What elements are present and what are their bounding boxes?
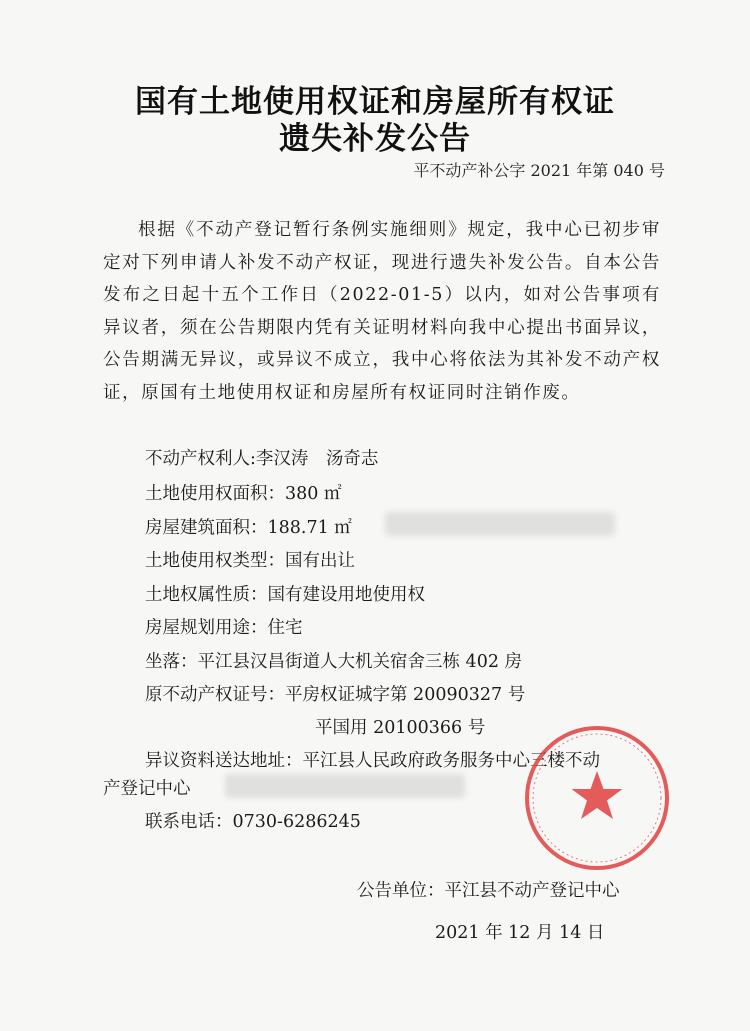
title-line-2: 遗失补发公告	[279, 121, 471, 157]
field-original-cert-2: 平国用 20100366 号	[315, 718, 486, 738]
date: 2021 年 12 月 14 日	[435, 923, 605, 943]
document-number: 平不动产补公字 2021 年第 040 号	[413, 161, 665, 180]
field-land-area: 土地使用权面积：380 ㎡	[145, 484, 342, 504]
field-land-nature: 土地权属性质：国有建设用地使用权	[145, 585, 425, 605]
redacted-address	[225, 774, 465, 798]
field-objection-address-1: 异议资料送达地址：平江县人民政府政务服务中心三楼不动	[145, 751, 600, 771]
official-seal	[522, 723, 672, 873]
field-land-type: 土地使用权类型：国有出让	[145, 551, 355, 571]
field-location: 坐落：平江县汉昌街道人大机关宿舍三栋 402 房	[145, 652, 523, 672]
title-line-1: 国有土地使用权证和房屋所有权证	[135, 84, 615, 120]
field-owner: 不动产权利人:李汉涛 汤奇志	[145, 449, 379, 469]
redacted-area	[385, 512, 615, 536]
field-objection-address-2: 产登记中心	[103, 779, 191, 799]
field-phone: 联系电话：0730-6286245	[145, 812, 361, 832]
signer: 公告单位：平江县不动产登记中心	[357, 881, 620, 901]
field-building-area: 房屋建筑面积：188.71 ㎡	[145, 518, 352, 538]
field-original-cert: 原不动产权证号：平房权证城字第 20090327 号	[145, 685, 526, 705]
body-paragraph: 根据《不动产登记暂行条例实施细则》规定，我中心已初步审定对下列申请人补发不动产权证，现进行遗失补发公告。自本公告发布之日起十五个工作日（2022-01-5）以内，如对公告事项有异议者，须在公告期限内凭有关证明材料向我中心提出书面异议，公告期满无异议，或异议不成立，我中心将依法为其补发不动产权证，原国有土地使用权证和房屋所有权证同时注销作废。	[103, 220, 661, 403]
field-usage: 房屋规划用途：住宅	[145, 618, 303, 638]
